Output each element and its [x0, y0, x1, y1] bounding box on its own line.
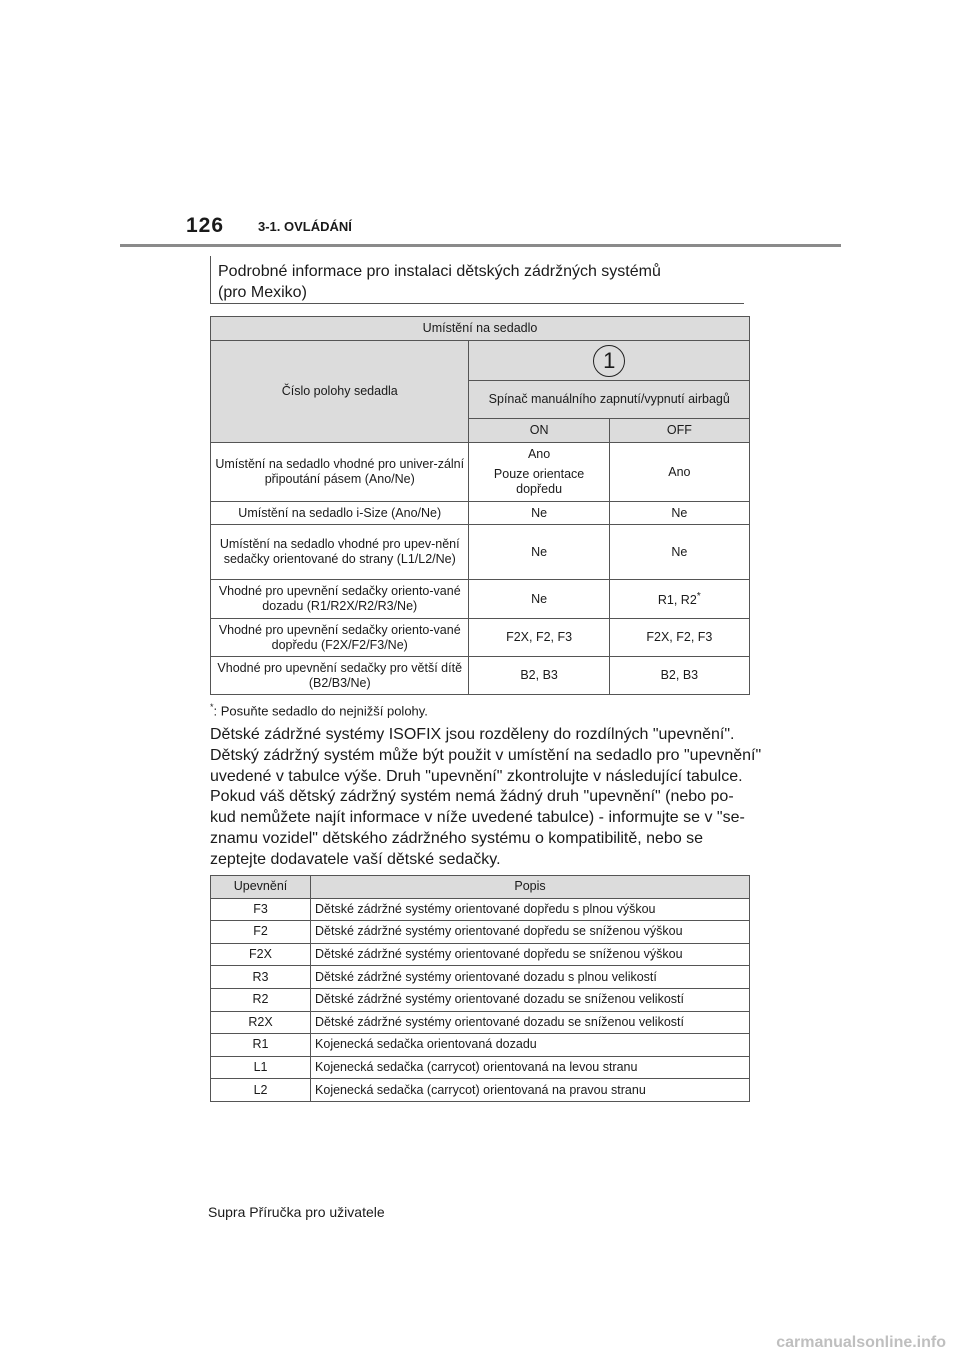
seat-row-on: Ne	[469, 580, 609, 619]
airbag-switch-label: Spínač manuálního zapnutí/vypnutí airbagů	[469, 381, 750, 419]
seat-row-on: Ne	[469, 525, 609, 580]
fixture-desc: Dětské zádržné systémy orientované dozadu s plnou velikostí	[311, 966, 750, 989]
fixture-code: F2	[211, 921, 311, 944]
fixture-desc: Kojenecká sedačka (carrycot) orientovaná na levou stranu	[311, 1056, 750, 1079]
paragraph-line: uvedené v tabulce výše. Druh "upevnění" zkontrolujte v následující tabulce.	[210, 767, 743, 785]
seat-row-off: B2, B3	[609, 657, 749, 695]
seat-row-label: Vhodné pro upevnění sedačky oriento-vané dozadu (R1/R2X/R2/R3/Ne)	[211, 580, 469, 619]
seat-row-on: B2, B3	[469, 657, 609, 695]
fixture-desc: Dětské zádržné systémy orientované dopředu se sníženou výškou	[311, 943, 750, 966]
fixture-desc: Kojenecká sedačka orientovaná dozadu	[311, 1034, 750, 1057]
seat-row-label: Umístění na sedadlo vhodné pro univer-zální připoutání pásem (Ano/Ne)	[211, 443, 469, 502]
seat-row-label: Umístění na sedadlo vhodné pro upev-nění sedačky orientované do strany (L1/L2/Ne)	[211, 525, 469, 580]
footnote	[210, 702, 428, 718]
fixture-code: F3	[211, 898, 311, 921]
fixture-col-header: Upevnění	[211, 876, 311, 899]
seat-row-label: Vhodné pro upevnění sedačky oriento-vané dopředu (F2X/F2/F3/Ne)	[211, 619, 469, 657]
paragraph-line: kud nemůžete najít informace v níže uvedené tabulce) - informujte se v "se-	[210, 809, 745, 827]
info-box	[210, 256, 744, 304]
fixture-code: R2	[211, 988, 311, 1011]
seat-row-off	[609, 580, 749, 619]
description-col-header: Popis	[311, 876, 750, 899]
header-divider	[120, 244, 841, 247]
info-box-line-1: Podrobné informace pro instalaci dětských zádržných systémů	[218, 263, 661, 280]
seat-row-off-value: R1, R2	[657, 593, 697, 608]
fixture-code: L1	[211, 1056, 311, 1079]
fixture-desc: Dětské zádržné systémy orientované dopředu se sníženou výškou	[311, 921, 750, 944]
seat-table-top-header: Umístění na sedadlo	[211, 317, 750, 341]
table-row	[211, 921, 750, 944]
fixture-code: F2X	[211, 943, 311, 966]
seat-row-off: Ne	[609, 525, 749, 580]
seat-row-off: F2X, F2, F3	[609, 619, 749, 657]
paragraph-line: zeptejte dodavatele vaší dětské sedačky.	[210, 850, 501, 868]
fixture-code: R2X	[211, 1011, 311, 1034]
seat-row-off: Ne	[609, 502, 749, 525]
fixture-code: L2	[211, 1079, 311, 1102]
watermark: carmanualsonline.info	[776, 1334, 946, 1351]
body-paragraph	[210, 725, 762, 871]
seat-row-label: Umístění na sedadlo i-Size (Ano/Ne)	[211, 502, 469, 525]
seat-row-on	[469, 443, 609, 502]
table-row	[211, 898, 750, 921]
paragraph-line: Dětský zádržný systém může být použit v umístění na sedadlo pro "upevnění"	[210, 746, 762, 764]
paragraph-line: znamu vozidel" dětského zádržného systému o kompatibilitě, nebo se	[210, 829, 704, 847]
table-row	[211, 943, 750, 966]
paragraph-line: Dětské zádržné systémy ISOFIX jsou rozděleny do rozdílných "upevnění".	[210, 726, 735, 743]
table-row	[211, 966, 750, 989]
fixture-desc: Dětské zádržné systémy orientované dopředu s plnou výškou	[311, 898, 750, 921]
fixture-desc: Dětské zádržné systémy orientované dozadu se sníženou velikostí	[311, 988, 750, 1011]
seat-row-on-line-2: Pouze orientace dopředu	[493, 467, 585, 496]
fixture-table	[210, 875, 750, 1102]
fixture-code: R1	[211, 1034, 311, 1057]
section-title: 3-1. OVLÁDÁNÍ	[258, 219, 352, 234]
seat-row-off: Ano	[609, 443, 749, 502]
fixture-desc: Dětské zádržné systémy orientované dozadu se sníženou velikostí	[311, 1011, 750, 1034]
seat-row-on: Ne	[469, 502, 609, 525]
fixture-desc: Kojenecká sedačka (carrycot) orientovaná na pravou stranu	[311, 1079, 750, 1102]
off-header: OFF	[609, 419, 749, 443]
table-row	[211, 1011, 750, 1034]
seat-position-number-cell	[469, 341, 750, 381]
on-header: ON	[469, 419, 609, 443]
seat-row-on: F2X, F2, F3	[469, 619, 609, 657]
footnote-mark: *	[210, 702, 214, 712]
seat-row-on-line-1: Ano	[527, 447, 551, 461]
paragraph-line: Pokud váš dětský zádržný systém nemá žádný druh "upevnění" (nebo po-	[210, 788, 734, 806]
fixture-code: R3	[211, 966, 311, 989]
seat-position-label: Číslo polohy sedadla	[211, 341, 469, 443]
table-row	[211, 1034, 750, 1057]
table-row	[211, 1079, 750, 1102]
seat-position-number: 1	[593, 345, 625, 377]
page-number: 126	[186, 214, 225, 237]
footnote-marker: *	[696, 591, 701, 603]
footnote-text: : Posuňte sedadlo do nejnižší polohy.	[213, 703, 428, 719]
seat-position-table	[210, 316, 750, 695]
table-row	[211, 1056, 750, 1079]
seat-row-label: Vhodné pro upevnění sedačky pro větší dítě (B2/B3/Ne)	[211, 657, 469, 695]
footer-manual-title: Supra Příručka pro uživatele	[208, 1204, 385, 1220]
table-row	[211, 988, 750, 1011]
info-box-line-2: (pro Mexiko)	[218, 284, 307, 301]
